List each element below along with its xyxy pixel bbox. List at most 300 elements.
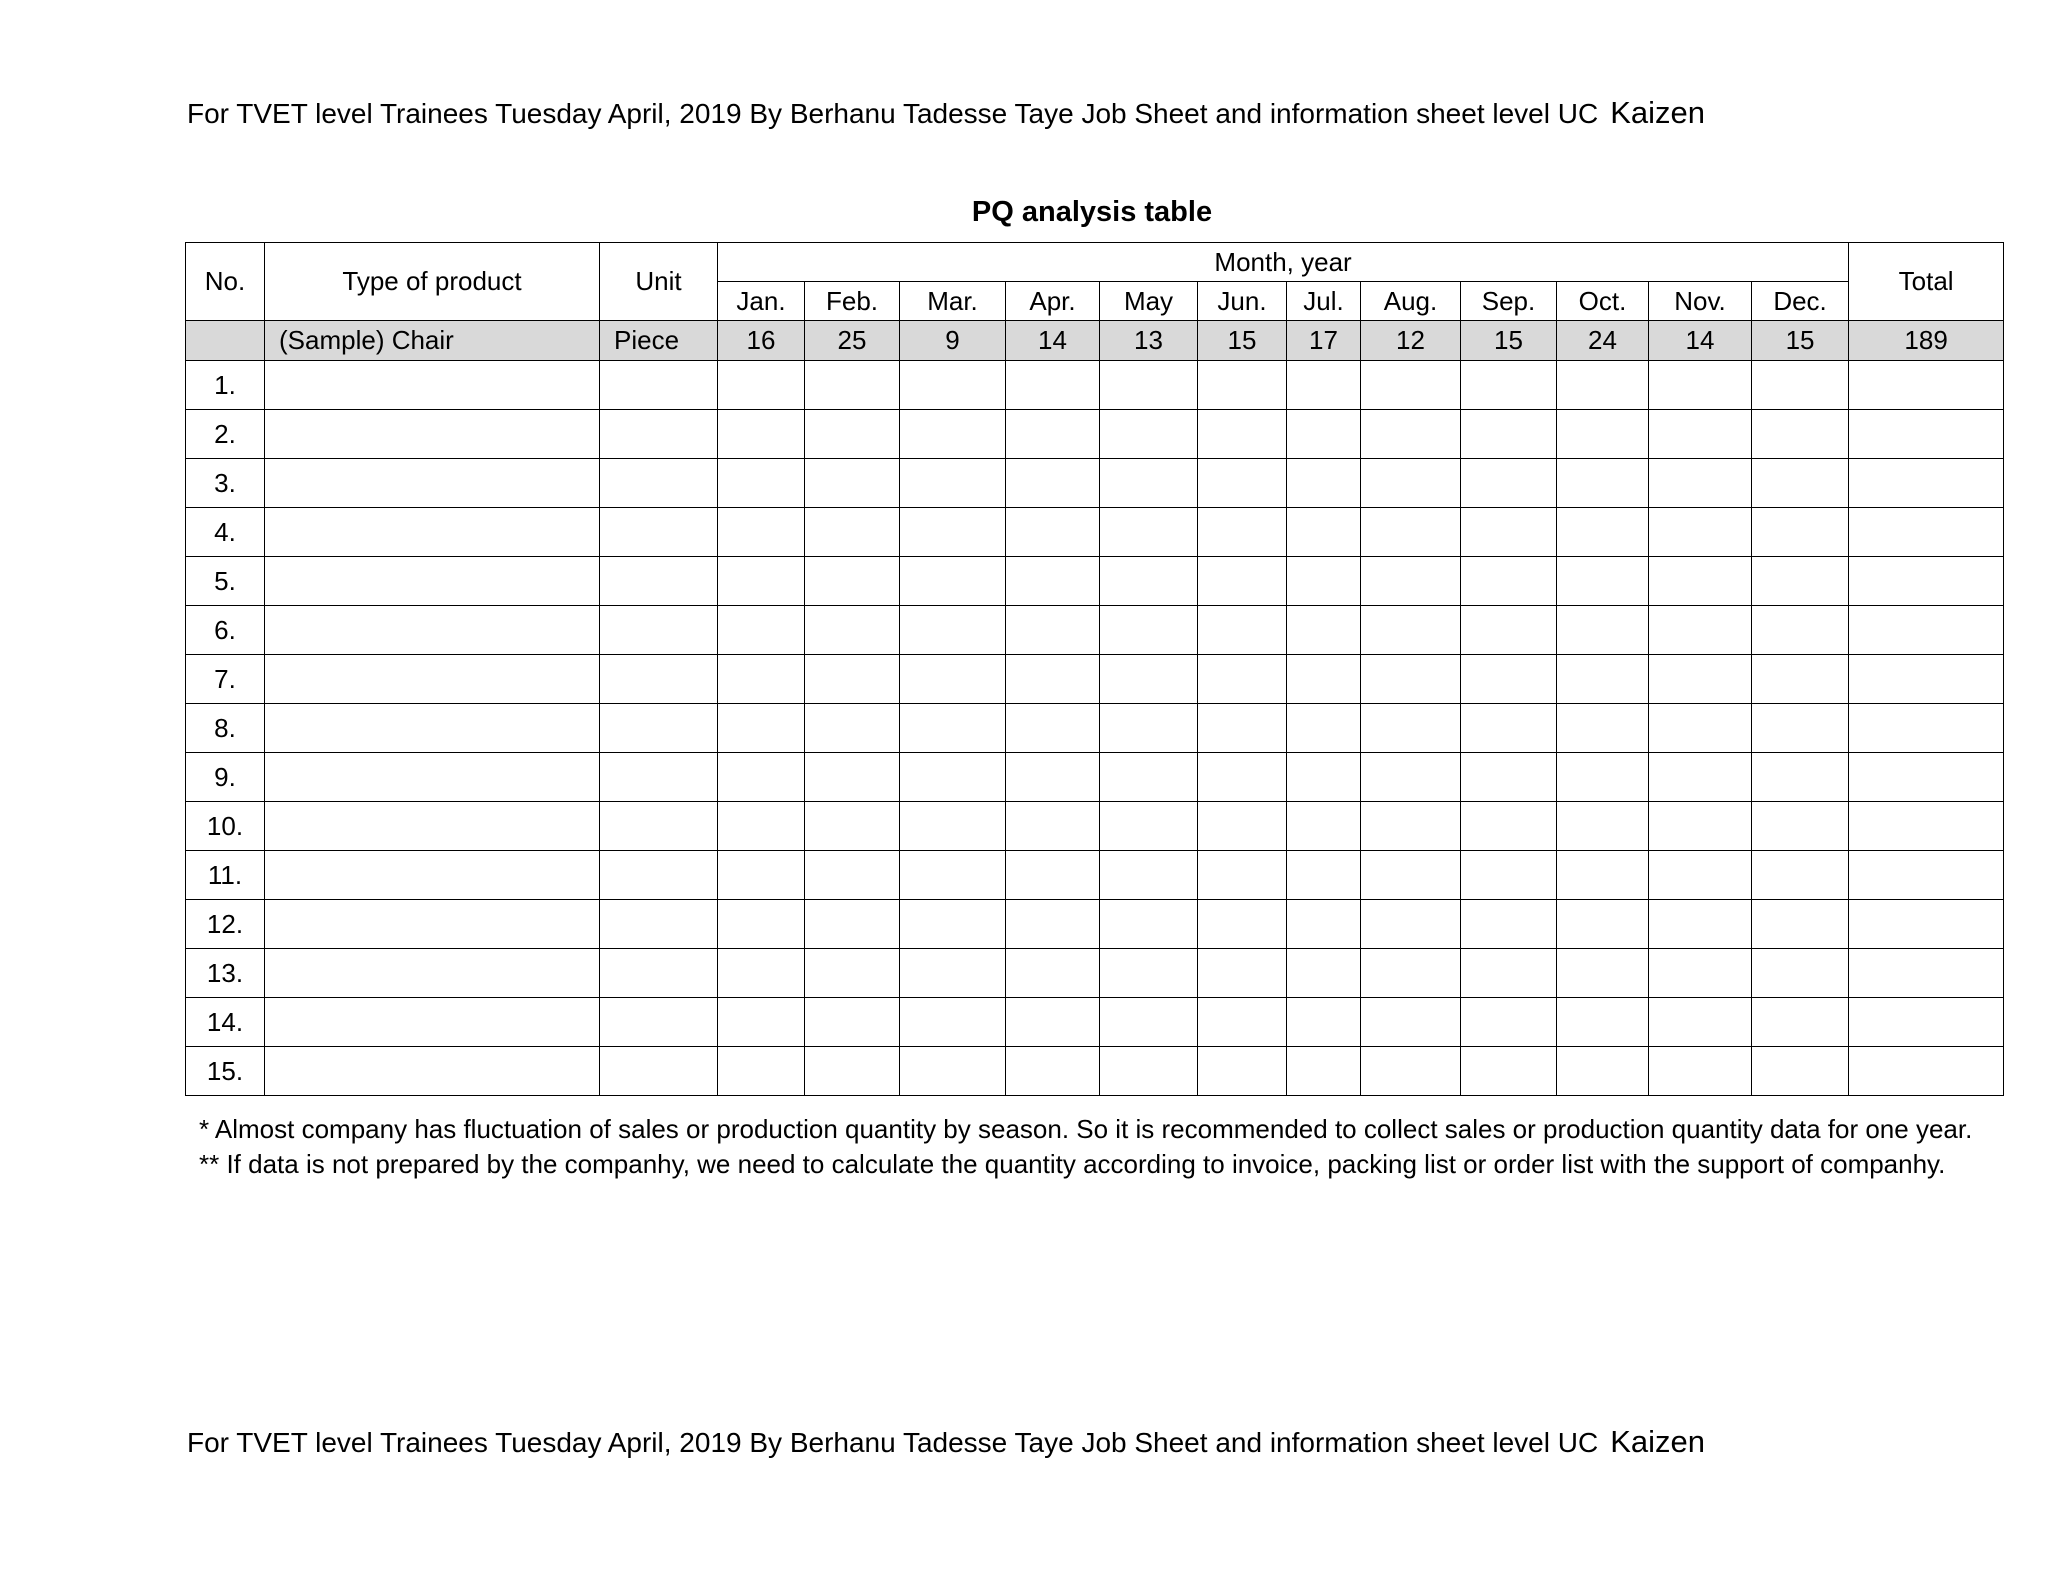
month-header: Jun.: [1198, 282, 1287, 321]
entry-cell[interactable]: [1361, 606, 1461, 655]
entry-cell[interactable]: [1198, 802, 1287, 851]
entry-cell[interactable]: [1006, 851, 1100, 900]
entry-cell[interactable]: [1649, 802, 1752, 851]
sample-total: 189: [1849, 321, 2004, 361]
entry-cell[interactable]: [900, 508, 1006, 557]
row-number: 12.: [186, 900, 265, 949]
entry-cell[interactable]: [1006, 410, 1100, 459]
table-row: [186, 655, 2004, 704]
entry-cell[interactable]: [1849, 606, 2004, 655]
col-header-total: Total: [1849, 243, 2004, 321]
entry-cell[interactable]: [1287, 949, 1361, 998]
table-row: [186, 508, 2004, 557]
sample-month-value: 15: [1198, 321, 1287, 361]
entry-cell[interactable]: [805, 606, 900, 655]
entry-cell[interactable]: [805, 851, 900, 900]
entry-cell[interactable]: [1100, 410, 1198, 459]
sample-month-value: 12: [1361, 321, 1461, 361]
entry-cell[interactable]: [1849, 900, 2004, 949]
entry-cell[interactable]: [1198, 410, 1287, 459]
entry-cell[interactable]: [718, 949, 805, 998]
row-number: 1.: [186, 361, 265, 410]
entry-cell[interactable]: [718, 802, 805, 851]
entry-cell[interactable]: [718, 361, 805, 410]
entry-cell[interactable]: [1849, 998, 2004, 1047]
entry-cell[interactable]: [805, 459, 900, 508]
month-header: Oct.: [1557, 282, 1649, 321]
entry-cell[interactable]: [1100, 753, 1198, 802]
table-row: [186, 900, 2004, 949]
sample-no: [186, 321, 265, 361]
entry-cell[interactable]: [718, 557, 805, 606]
entry-cell[interactable]: [1557, 459, 1649, 508]
entry-cell[interactable]: [600, 753, 718, 802]
entry-cell[interactable]: [805, 410, 900, 459]
row-number: 6.: [186, 606, 265, 655]
entry-cell[interactable]: [1198, 900, 1287, 949]
table-row: [186, 704, 2004, 753]
entry-cell[interactable]: [1100, 998, 1198, 1047]
entry-cell[interactable]: [1361, 655, 1461, 704]
entry-cell[interactable]: [1461, 704, 1557, 753]
entry-cell[interactable]: [900, 704, 1006, 753]
entry-cell[interactable]: [1006, 704, 1100, 753]
month-header: May: [1100, 282, 1198, 321]
entry-cell[interactable]: [1287, 508, 1361, 557]
entry-cell[interactable]: [600, 1047, 718, 1096]
entry-cell[interactable]: [1557, 606, 1649, 655]
sample-month-value: 14: [1006, 321, 1100, 361]
entry-cell[interactable]: [1649, 361, 1752, 410]
row-number: 9.: [186, 753, 265, 802]
entry-cell[interactable]: [1100, 606, 1198, 655]
table-row: [186, 949, 2004, 998]
entry-cell[interactable]: [1849, 508, 2004, 557]
entry-cell[interactable]: [718, 508, 805, 557]
entry-cell[interactable]: [1006, 998, 1100, 1047]
entry-cell[interactable]: [1287, 704, 1361, 753]
entry-cell[interactable]: [805, 998, 900, 1047]
entry-cell[interactable]: [1361, 508, 1461, 557]
entry-cell[interactable]: [1849, 410, 2004, 459]
entry-cell[interactable]: [600, 459, 718, 508]
entry-cell[interactable]: [900, 655, 1006, 704]
entry-cell[interactable]: [805, 655, 900, 704]
row-number: 3.: [186, 459, 265, 508]
entry-cell[interactable]: [1287, 606, 1361, 655]
row-number: 13.: [186, 949, 265, 998]
entry-cell[interactable]: [1752, 459, 1849, 508]
entry-cell[interactable]: [900, 900, 1006, 949]
entry-cell[interactable]: [1287, 851, 1361, 900]
entry-cell[interactable]: [1557, 949, 1649, 998]
row-number: 5.: [186, 557, 265, 606]
footnotes: [199, 1112, 1999, 1182]
entry-cell[interactable]: [1100, 851, 1198, 900]
entry-cell[interactable]: [1461, 802, 1557, 851]
entry-cell[interactable]: [265, 410, 600, 459]
entry-cell[interactable]: [1461, 998, 1557, 1047]
page-header: [187, 95, 1705, 131]
entry-cell[interactable]: [1752, 557, 1849, 606]
entry-cell[interactable]: [1849, 557, 2004, 606]
month-header: Nov.: [1649, 282, 1752, 321]
entry-cell[interactable]: [900, 1047, 1006, 1096]
entry-cell[interactable]: [1752, 900, 1849, 949]
entry-cell[interactable]: [1557, 704, 1649, 753]
sample-product: (Sample) Chair: [265, 321, 600, 361]
entry-cell[interactable]: [1287, 802, 1361, 851]
col-header-no: No.: [186, 243, 265, 321]
sample-month-value: 25: [805, 321, 900, 361]
sample-month-value: 24: [1557, 321, 1649, 361]
entry-cell[interactable]: [1006, 459, 1100, 508]
footnote-1: * Almost company has fluctuation of sales or production quantity by season. So it is recommended to collect sales or production quantity data for one year.: [199, 1114, 1973, 1144]
entry-cell[interactable]: [265, 459, 600, 508]
entry-cell[interactable]: [265, 900, 600, 949]
entry-cell[interactable]: [1557, 655, 1649, 704]
entry-cell[interactable]: [265, 949, 600, 998]
entry-cell[interactable]: [265, 802, 600, 851]
entry-cell[interactable]: [1198, 753, 1287, 802]
entry-cell[interactable]: [265, 606, 600, 655]
entry-cell[interactable]: [265, 998, 600, 1047]
entry-cell[interactable]: [1361, 900, 1461, 949]
entry-cell[interactable]: [1849, 802, 2004, 851]
month-header: Sep.: [1461, 282, 1557, 321]
table-row: [186, 1047, 2004, 1096]
entry-cell[interactable]: [1198, 655, 1287, 704]
entry-cell[interactable]: [600, 557, 718, 606]
entry-cell[interactable]: [600, 704, 718, 753]
table-row: [186, 459, 2004, 508]
table-title: PQ analysis table: [971, 196, 1213, 228]
entry-cell[interactable]: [1557, 753, 1649, 802]
entry-cell[interactable]: [718, 410, 805, 459]
entry-cell[interactable]: [1649, 753, 1752, 802]
entry-cell[interactable]: [1849, 459, 2004, 508]
entry-cell[interactable]: [1849, 361, 2004, 410]
entry-cell[interactable]: [1198, 361, 1287, 410]
sample-month-value: 9: [900, 321, 1006, 361]
entry-cell[interactable]: [718, 900, 805, 949]
entry-cell[interactable]: [1649, 704, 1752, 753]
entry-cell[interactable]: [1006, 508, 1100, 557]
month-header: Feb.: [805, 282, 900, 321]
header-row-1: [186, 243, 2004, 282]
row-number: 14.: [186, 998, 265, 1047]
entry-cell[interactable]: [718, 753, 805, 802]
entry-cell[interactable]: [805, 508, 900, 557]
entry-cell[interactable]: [1461, 900, 1557, 949]
entry-cell[interactable]: [1361, 998, 1461, 1047]
entry-cell[interactable]: [1100, 508, 1198, 557]
entry-cell[interactable]: [600, 802, 718, 851]
entry-cell[interactable]: [1557, 998, 1649, 1047]
entry-cell[interactable]: [265, 655, 600, 704]
entry-cell[interactable]: [900, 361, 1006, 410]
entry-cell[interactable]: [265, 508, 600, 557]
entry-cell[interactable]: [1557, 361, 1649, 410]
table-row: [186, 410, 2004, 459]
entry-cell[interactable]: [805, 704, 900, 753]
table-row: [186, 557, 2004, 606]
footer-text: For TVET level Trainees Tuesday April, 2019 By Berhanu Tadesse Taye Job Sheet and information sheet level UC: [187, 1427, 1599, 1458]
entry-cell[interactable]: [1752, 606, 1849, 655]
entry-cell[interactable]: [1361, 704, 1461, 753]
table-row: [186, 802, 2004, 851]
entry-cell[interactable]: [1006, 1047, 1100, 1096]
entry-cell[interactable]: [1557, 802, 1649, 851]
entry-cell[interactable]: [718, 704, 805, 753]
entry-cell[interactable]: [1287, 557, 1361, 606]
col-header-unit: Unit: [600, 243, 718, 321]
entry-cell[interactable]: [1649, 655, 1752, 704]
entry-cell[interactable]: [600, 949, 718, 998]
entry-cell[interactable]: [900, 851, 1006, 900]
entry-cell[interactable]: [265, 851, 600, 900]
entry-cell[interactable]: [805, 1047, 900, 1096]
entry-cell[interactable]: [1006, 802, 1100, 851]
entry-cell[interactable]: [1198, 508, 1287, 557]
entry-cell[interactable]: [1100, 459, 1198, 508]
entry-cell[interactable]: [1752, 410, 1849, 459]
entry-cell[interactable]: [805, 361, 900, 410]
month-header: Dec.: [1752, 282, 1849, 321]
entry-cell[interactable]: [1198, 851, 1287, 900]
entry-cell[interactable]: [900, 459, 1006, 508]
entry-cell[interactable]: [600, 900, 718, 949]
sample-unit: Piece: [600, 321, 718, 361]
entry-cell[interactable]: [1649, 851, 1752, 900]
entry-cell[interactable]: [1361, 1047, 1461, 1096]
entry-cell[interactable]: [1198, 949, 1287, 998]
entry-cell[interactable]: [265, 1047, 600, 1096]
entry-cell[interactable]: [1849, 949, 2004, 998]
entry-cell[interactable]: [1752, 361, 1849, 410]
sample-month-value: 13: [1100, 321, 1198, 361]
entry-cell[interactable]: [1198, 1047, 1287, 1096]
entry-cell[interactable]: [805, 557, 900, 606]
entry-cell[interactable]: [900, 557, 1006, 606]
entry-cell[interactable]: [1100, 949, 1198, 998]
entry-cell[interactable]: [718, 655, 805, 704]
entry-cell[interactable]: [718, 459, 805, 508]
entry-cell[interactable]: [1649, 459, 1752, 508]
entry-cell[interactable]: [1100, 1047, 1198, 1096]
entry-cell[interactable]: [1649, 949, 1752, 998]
entry-cell[interactable]: [1287, 655, 1361, 704]
entry-cell[interactable]: [265, 361, 600, 410]
entry-cell[interactable]: [1006, 361, 1100, 410]
sample-row: [186, 321, 2004, 361]
entry-cell[interactable]: [600, 998, 718, 1047]
month-header: Jan.: [718, 282, 805, 321]
col-header-product: Type of product: [265, 243, 600, 321]
entry-cell[interactable]: [1461, 508, 1557, 557]
entry-cell[interactable]: [1649, 508, 1752, 557]
entry-cell[interactable]: [1557, 851, 1649, 900]
entry-cell[interactable]: [1361, 851, 1461, 900]
entry-cell[interactable]: [1752, 1047, 1849, 1096]
entry-cell[interactable]: [1006, 606, 1100, 655]
entry-cell[interactable]: [1461, 459, 1557, 508]
entry-cell[interactable]: [1461, 655, 1557, 704]
sample-month-value: 15: [1461, 321, 1557, 361]
entry-cell[interactable]: [1100, 900, 1198, 949]
entry-cell[interactable]: [1849, 1047, 2004, 1096]
entry-cell[interactable]: [1006, 753, 1100, 802]
entry-cell[interactable]: [1361, 802, 1461, 851]
entry-cell[interactable]: [600, 606, 718, 655]
footnote-2: ** If data is not prepared by the companhy, we need to calculate the quantity according to invoice, packing list or order list with the support of companhy.: [199, 1149, 1946, 1179]
entry-cell[interactable]: [805, 949, 900, 998]
sample-month-value: 14: [1649, 321, 1752, 361]
entry-cell[interactable]: [718, 1047, 805, 1096]
entry-cell[interactable]: [1557, 1047, 1649, 1096]
row-number: 10.: [186, 802, 265, 851]
entry-cell[interactable]: [718, 606, 805, 655]
month-header: Mar.: [900, 282, 1006, 321]
entry-cell[interactable]: [1006, 949, 1100, 998]
entry-cell[interactable]: [900, 998, 1006, 1047]
footer-brand: Kaizen: [1610, 1424, 1705, 1459]
entry-cell[interactable]: [600, 508, 718, 557]
entry-cell[interactable]: [1198, 704, 1287, 753]
entry-cell[interactable]: [1100, 802, 1198, 851]
page-footer: [187, 1424, 1705, 1460]
entry-cell[interactable]: [1752, 802, 1849, 851]
sample-month-value: 15: [1752, 321, 1849, 361]
entry-cell[interactable]: [900, 410, 1006, 459]
entry-cell[interactable]: [718, 851, 805, 900]
entry-cell[interactable]: [1287, 410, 1361, 459]
entry-cell[interactable]: [1461, 851, 1557, 900]
entry-cell[interactable]: [900, 606, 1006, 655]
entry-cell[interactable]: [1461, 1047, 1557, 1096]
table-row: [186, 361, 2004, 410]
entry-cell[interactable]: [1752, 998, 1849, 1047]
entry-cell[interactable]: [265, 753, 600, 802]
row-number: 2.: [186, 410, 265, 459]
entry-cell[interactable]: [805, 900, 900, 949]
entry-cell[interactable]: [805, 753, 900, 802]
entry-cell[interactable]: [600, 851, 718, 900]
entry-cell[interactable]: [1198, 459, 1287, 508]
entry-cell[interactable]: [1361, 410, 1461, 459]
entry-cell[interactable]: [1006, 655, 1100, 704]
entry-cell[interactable]: [1649, 410, 1752, 459]
entry-cell[interactable]: [265, 557, 600, 606]
entry-cell[interactable]: [1752, 655, 1849, 704]
entry-cell[interactable]: [1557, 557, 1649, 606]
entry-cell[interactable]: [900, 802, 1006, 851]
entry-cell[interactable]: [1752, 753, 1849, 802]
entry-cell[interactable]: [1461, 753, 1557, 802]
entry-cell[interactable]: [1287, 900, 1361, 949]
entry-cell[interactable]: [900, 949, 1006, 998]
entry-cell[interactable]: [1849, 851, 2004, 900]
table-row: [186, 998, 2004, 1047]
entry-cell[interactable]: [1752, 851, 1849, 900]
entry-cell[interactable]: [1100, 655, 1198, 704]
entry-cell[interactable]: [1361, 557, 1461, 606]
entry-cell[interactable]: [1461, 410, 1557, 459]
entry-cell[interactable]: [1649, 557, 1752, 606]
entry-cell[interactable]: [600, 410, 718, 459]
entry-cell[interactable]: [805, 802, 900, 851]
entry-cell[interactable]: [900, 753, 1006, 802]
entry-cell[interactable]: [1287, 998, 1361, 1047]
entry-cell[interactable]: [1361, 753, 1461, 802]
entry-cell[interactable]: [1461, 361, 1557, 410]
entry-cell[interactable]: [1100, 704, 1198, 753]
sample-month-value: 16: [718, 321, 805, 361]
entry-cell[interactable]: [1752, 704, 1849, 753]
entry-cell[interactable]: [1849, 753, 2004, 802]
entry-cell[interactable]: [1752, 508, 1849, 557]
table-row: [186, 851, 2004, 900]
entry-cell[interactable]: [1198, 998, 1287, 1047]
entry-cell[interactable]: [1849, 655, 2004, 704]
header-brand: Kaizen: [1610, 95, 1705, 130]
entry-cell[interactable]: [1287, 753, 1361, 802]
table-row: [186, 606, 2004, 655]
pq-analysis-table: [185, 242, 2004, 1096]
entry-cell[interactable]: [1461, 557, 1557, 606]
sample-month-value: 17: [1287, 321, 1361, 361]
entry-cell[interactable]: [1006, 557, 1100, 606]
entry-cell[interactable]: [1461, 949, 1557, 998]
row-number: 8.: [186, 704, 265, 753]
month-header: Aug.: [1361, 282, 1461, 321]
entry-cell[interactable]: [1287, 459, 1361, 508]
entry-cell[interactable]: [265, 704, 600, 753]
row-number: 15.: [186, 1047, 265, 1096]
entry-cell[interactable]: [1361, 361, 1461, 410]
entry-cell[interactable]: [1287, 361, 1361, 410]
entry-cell[interactable]: [1006, 900, 1100, 949]
entry-cell[interactable]: [1361, 949, 1461, 998]
entry-cell[interactable]: [1557, 508, 1649, 557]
month-header: Apr.: [1006, 282, 1100, 321]
entry-cell[interactable]: [1649, 998, 1752, 1047]
col-header-month-group: Month, year: [718, 243, 1849, 282]
entry-cell[interactable]: [1287, 1047, 1361, 1096]
entry-cell[interactable]: [1649, 900, 1752, 949]
entry-cell[interactable]: [1752, 949, 1849, 998]
entry-cell[interactable]: [1100, 557, 1198, 606]
entry-cell[interactable]: [1198, 557, 1287, 606]
entry-cell[interactable]: [1849, 704, 2004, 753]
header-text: For TVET level Trainees Tuesday April, 2019 By Berhanu Tadesse Taye Job Sheet and information sheet level UC: [187, 98, 1599, 129]
entry-cell[interactable]: [1649, 606, 1752, 655]
entry-cell[interactable]: [1557, 410, 1649, 459]
table-row: [186, 753, 2004, 802]
entry-cell[interactable]: [600, 361, 718, 410]
row-number: 4.: [186, 508, 265, 557]
entry-cell[interactable]: [600, 655, 718, 704]
entry-cell[interactable]: [1557, 900, 1649, 949]
entry-cell[interactable]: [718, 998, 805, 1047]
entry-cell[interactable]: [1649, 1047, 1752, 1096]
entry-cell[interactable]: [1461, 606, 1557, 655]
row-number: 11.: [186, 851, 265, 900]
month-header: Jul.: [1287, 282, 1361, 321]
entry-cell[interactable]: [1198, 606, 1287, 655]
entry-cell[interactable]: [1100, 361, 1198, 410]
entry-cell[interactable]: [1361, 459, 1461, 508]
